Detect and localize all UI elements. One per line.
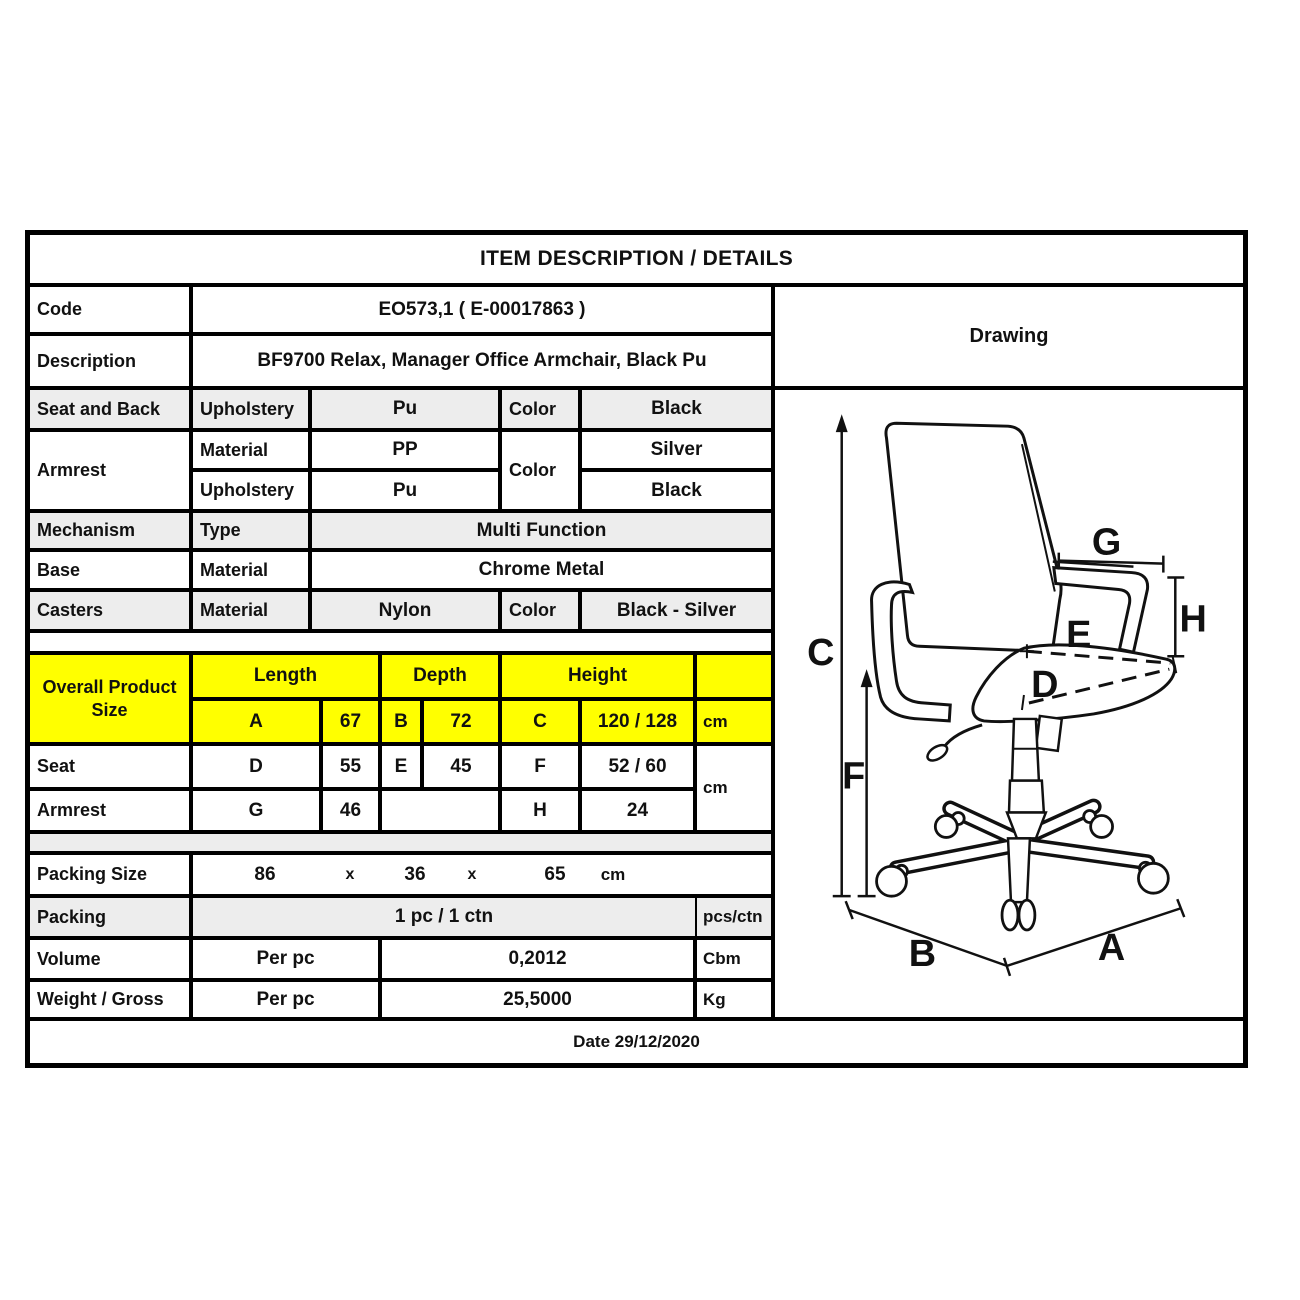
mechanism-attr: Type bbox=[193, 513, 308, 548]
seat-d-value: 55 bbox=[323, 746, 378, 787]
chair-gaslift-lower bbox=[1009, 781, 1044, 813]
base-value: Chrome Metal bbox=[312, 552, 771, 588]
packing-label: Packing bbox=[30, 898, 189, 936]
armrest-label: Armrest bbox=[30, 432, 189, 509]
chair-drawing bbox=[775, 390, 1243, 1017]
armrest-value2: Pu bbox=[312, 472, 498, 509]
packing-unit: pcs/ctn bbox=[697, 898, 771, 936]
armrest-attr2: Upholstery bbox=[193, 472, 308, 509]
armrest-h-key: H bbox=[502, 791, 578, 830]
code-value: EO573,1 ( E-00017863 ) bbox=[193, 287, 771, 332]
size-table-label: Overall Product Size bbox=[30, 655, 189, 742]
description-label: Description bbox=[30, 336, 189, 386]
dim-label-e: E bbox=[1066, 614, 1092, 657]
seatback-label: Seat and Back bbox=[30, 390, 189, 428]
packing-size-sep2: x bbox=[467, 865, 477, 883]
armrest-g-key: G bbox=[193, 791, 319, 830]
base-attr: Material bbox=[193, 552, 308, 588]
seatback-color-value: Black bbox=[582, 390, 771, 428]
packing-size-sep1: x bbox=[345, 865, 355, 883]
seat-e-value: 45 bbox=[424, 746, 498, 787]
armrest-row-label: Armrest bbox=[30, 791, 189, 830]
casters-attr: Material bbox=[193, 592, 308, 629]
dim-label-h: H bbox=[1179, 598, 1207, 641]
volume-qty: Per pc bbox=[193, 940, 378, 978]
dim-label-f: F bbox=[842, 755, 866, 798]
size-col-length: Length bbox=[193, 655, 378, 697]
chair-backrest bbox=[886, 423, 1061, 651]
drawing-header: Drawing bbox=[775, 287, 1243, 386]
packing-size-value bbox=[193, 855, 771, 894]
seatback-attr: Upholstery bbox=[193, 390, 308, 428]
size-b-key: B bbox=[382, 701, 420, 742]
size-b-value: 72 bbox=[424, 701, 498, 742]
size-col-unit-blank bbox=[697, 655, 771, 697]
dim-label-g: G bbox=[1091, 521, 1122, 564]
casters-color-value: Black - Silver bbox=[582, 592, 771, 629]
spec-sheet bbox=[25, 230, 1248, 1068]
packing-size-dim1: 86 bbox=[254, 863, 276, 885]
drawing-area bbox=[775, 390, 1243, 1017]
chair-lever-paddle bbox=[925, 742, 950, 764]
armrest-h-value: 24 bbox=[582, 791, 693, 830]
code-label: Code bbox=[30, 287, 189, 332]
dim-label-a: A bbox=[1097, 926, 1126, 969]
size-a-value: 67 bbox=[323, 701, 378, 742]
dim-label-c: C bbox=[807, 632, 835, 675]
seat-d-key: D bbox=[193, 746, 319, 787]
date-row: Date 29/12/2020 bbox=[30, 1021, 1243, 1063]
size-overall-unit: cm bbox=[697, 701, 771, 742]
packing-size-unit: cm bbox=[600, 864, 626, 884]
seatback-value: Pu bbox=[312, 390, 498, 428]
dim-label-b: B bbox=[908, 932, 937, 975]
seat-e-key: E bbox=[382, 746, 420, 787]
size-col-height: Height bbox=[502, 655, 693, 697]
mechanism-label: Mechanism bbox=[30, 513, 189, 548]
sheet-title: ITEM DESCRIPTION / DETAILS bbox=[30, 235, 1243, 283]
casters-label: Casters bbox=[30, 592, 189, 629]
casters-value: Nylon bbox=[312, 592, 498, 629]
volume-unit: Cbm bbox=[697, 940, 771, 978]
packing-size-dim3: 65 bbox=[544, 863, 566, 885]
volume-label: Volume bbox=[30, 940, 189, 978]
spacer-row bbox=[30, 834, 771, 851]
weight-unit: Kg bbox=[697, 982, 771, 1017]
packing-value: 1 pc / 1 ctn bbox=[193, 898, 695, 936]
seat-f-key: F bbox=[502, 746, 578, 787]
size-c-value: 120 / 128 bbox=[582, 701, 693, 742]
seat-armrest-unit: cm bbox=[697, 746, 771, 830]
chair-base-front-column bbox=[1008, 838, 1030, 902]
mechanism-value: Multi Function bbox=[312, 513, 771, 548]
packing-size-dim2: 36 bbox=[404, 863, 426, 885]
weight-value: 25,5000 bbox=[382, 982, 693, 1017]
armrest-color-value2: Black bbox=[582, 472, 771, 509]
base-label: Base bbox=[30, 552, 189, 588]
size-a-key: A bbox=[193, 701, 319, 742]
seatback-color-label: Color bbox=[502, 390, 578, 428]
armrest-attr1: Material bbox=[193, 432, 308, 468]
armrest-g-value: 46 bbox=[323, 791, 378, 830]
dim-arrow-f bbox=[861, 669, 873, 687]
armrest-value1: PP bbox=[312, 432, 498, 468]
seat-f-value: 52 / 60 bbox=[582, 746, 693, 787]
weight-label: Weight / Gross bbox=[30, 982, 189, 1017]
volume-value: 0,2012 bbox=[382, 940, 693, 978]
armrest-blank-cell bbox=[382, 791, 498, 830]
packing-size-label: Packing Size bbox=[30, 855, 189, 894]
size-c-key: C bbox=[502, 701, 578, 742]
dim-label-d: D bbox=[1031, 664, 1059, 707]
weight-qty: Per pc bbox=[193, 982, 378, 1017]
description-value: BF9700 Relax, Manager Office Armchair, Black Pu bbox=[193, 336, 771, 386]
dim-arrow-c bbox=[836, 414, 848, 432]
spacer-row bbox=[30, 633, 771, 651]
size-col-depth: Depth bbox=[382, 655, 498, 697]
armrest-color-label: Color bbox=[502, 432, 578, 509]
dim-line-c bbox=[833, 426, 851, 896]
seat-row-label: Seat bbox=[30, 746, 189, 787]
chair-knob bbox=[1036, 716, 1062, 751]
chair-seat bbox=[973, 645, 1175, 722]
casters-color-label: Color bbox=[502, 592, 578, 629]
armrest-color-value1: Silver bbox=[582, 432, 771, 468]
